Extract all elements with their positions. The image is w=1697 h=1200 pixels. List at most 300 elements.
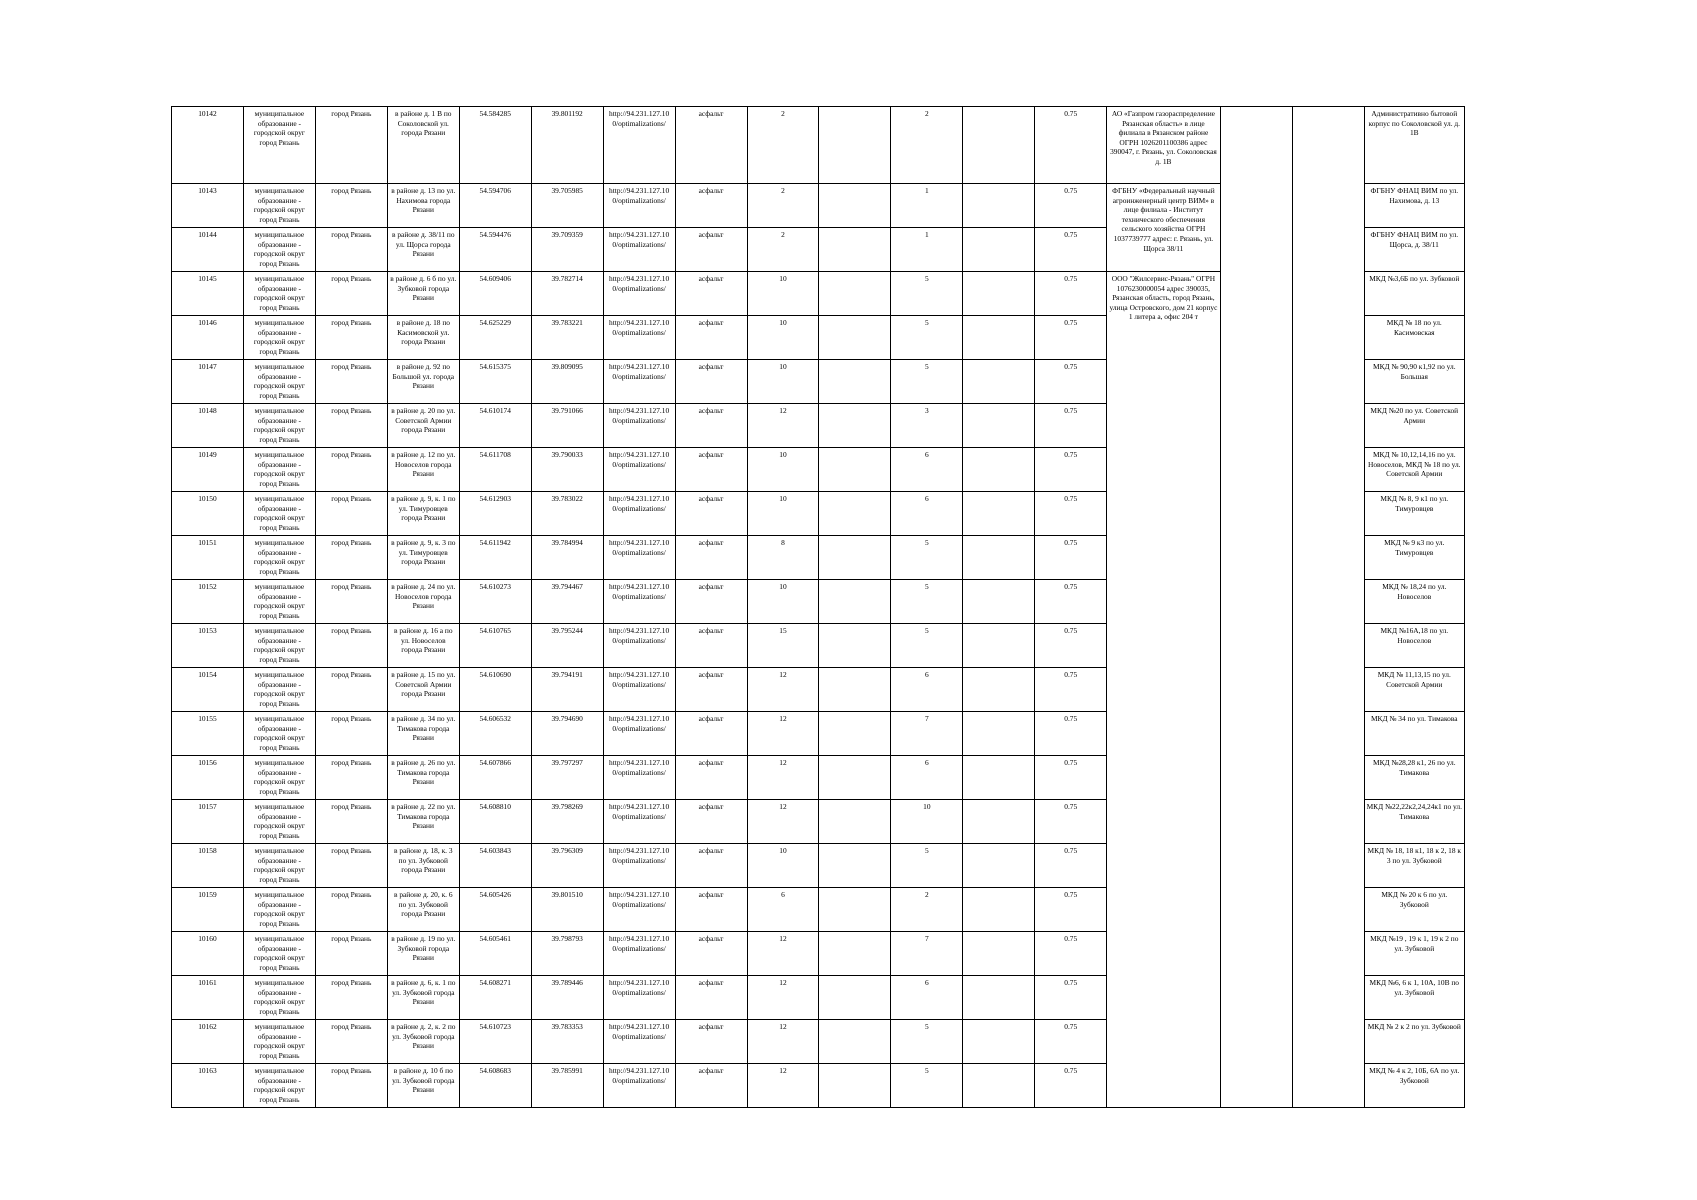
cell-container-count: 5 bbox=[891, 844, 963, 888]
cell-id: 10150 bbox=[172, 492, 244, 536]
cell-empty bbox=[963, 668, 1035, 712]
cell-empty bbox=[819, 536, 891, 580]
cell-municipality: муниципальное образование - городской округ город Рязань bbox=[243, 360, 315, 404]
cell-waste-source: МКД №19 , 19 к 1, 19 к 2 по ул. Зубковой bbox=[1364, 932, 1464, 976]
cell-empty bbox=[819, 107, 891, 184]
cell-surface: асфальт bbox=[675, 800, 747, 844]
cell-waste-source: ФГБНУ ФНАЦ ВИМ по ул. Нахимова, д. 13 bbox=[1364, 184, 1464, 228]
table-row bbox=[172, 107, 1465, 184]
cell-latitude: 54.610273 bbox=[459, 580, 531, 624]
cell-area: 10 bbox=[747, 580, 819, 624]
cell-address: в районе д. 20 по ул. Советской Армии города Рязани bbox=[387, 404, 459, 448]
cell-surface: асфальт bbox=[675, 184, 747, 228]
cell-id: 10155 bbox=[172, 712, 244, 756]
cell-longitude: 39.796309 bbox=[531, 844, 603, 888]
cell-surface: асфальт bbox=[675, 888, 747, 932]
cell-address: в районе д. 6, к. 1 по ул. Зубковой города Рязани bbox=[387, 976, 459, 1020]
cell-area: 12 bbox=[747, 668, 819, 712]
cell-city: город Рязань bbox=[315, 360, 387, 404]
cell-empty bbox=[819, 1064, 891, 1108]
cell-municipality: муниципальное образование - городской округ город Рязань bbox=[243, 107, 315, 184]
cell-city: город Рязань bbox=[315, 536, 387, 580]
cell-address: в районе д. 26 по ул. Тимакова города Рязани bbox=[387, 756, 459, 800]
cell-empty bbox=[963, 624, 1035, 668]
cell-container-count: 5 bbox=[891, 316, 963, 360]
cell-municipality: муниципальное образование - городской округ город Рязань bbox=[243, 272, 315, 316]
cell-id: 10160 bbox=[172, 932, 244, 976]
cell-longitude: 39.798793 bbox=[531, 932, 603, 976]
cell-link: http://94.231.127.10 0/optimalizations/ bbox=[603, 184, 675, 228]
cell-volume: 0.75 bbox=[1035, 272, 1107, 316]
cell-volume: 0.75 bbox=[1035, 228, 1107, 272]
cell-area: 15 bbox=[747, 624, 819, 668]
cell-empty bbox=[819, 932, 891, 976]
cell-surface: асфальт bbox=[675, 712, 747, 756]
cell-empty bbox=[963, 932, 1035, 976]
cell-surface: асфальт bbox=[675, 404, 747, 448]
cell-waste-source: МКД № 8, 9 к1 по ул. Тимуровцев bbox=[1364, 492, 1464, 536]
cell-link: http://94.231.127.10 0/optimalizations/ bbox=[603, 107, 675, 184]
cell-volume: 0.75 bbox=[1035, 624, 1107, 668]
cell-link: http://94.231.127.10 0/optimalizations/ bbox=[603, 228, 675, 272]
cell-link: http://94.231.127.10 0/optimalizations/ bbox=[603, 360, 675, 404]
cell-surface: асфальт bbox=[675, 756, 747, 800]
cell-empty bbox=[963, 184, 1035, 228]
cell-address: в районе д. 2, к. 2 по ул. Зубковой города Рязани bbox=[387, 1020, 459, 1064]
cell-id: 10144 bbox=[172, 228, 244, 272]
cell-longitude: 39.798269 bbox=[531, 800, 603, 844]
cell-longitude: 39.705985 bbox=[531, 184, 603, 228]
cell-latitude: 54.612903 bbox=[459, 492, 531, 536]
cell-volume: 0.75 bbox=[1035, 1020, 1107, 1064]
cell-id: 10157 bbox=[172, 800, 244, 844]
cell-latitude: 54.610723 bbox=[459, 1020, 531, 1064]
cell-waste-source: МКД № 4 к 2, 10Б, 6А по ул. Зубковой bbox=[1364, 1064, 1464, 1108]
cell-area: 2 bbox=[747, 184, 819, 228]
cell-id: 10163 bbox=[172, 1064, 244, 1108]
cell-latitude: 54.611942 bbox=[459, 536, 531, 580]
cell-city: город Рязань bbox=[315, 932, 387, 976]
cell-longitude: 39.784994 bbox=[531, 536, 603, 580]
cell-waste-source: МКД № 18 по ул. Касимовская bbox=[1364, 316, 1464, 360]
cell-city: город Рязань bbox=[315, 492, 387, 536]
cell-container-count: 5 bbox=[891, 272, 963, 316]
cell-latitude: 54.609406 bbox=[459, 272, 531, 316]
cell-city: город Рязань bbox=[315, 448, 387, 492]
cell-link: http://94.231.127.10 0/optimalizations/ bbox=[603, 624, 675, 668]
cell-empty bbox=[819, 492, 891, 536]
cell-municipality: муниципальное образование - городской округ город Рязань bbox=[243, 404, 315, 448]
cell-latitude: 54.605426 bbox=[459, 888, 531, 932]
cell-empty bbox=[819, 844, 891, 888]
cell-city: город Рязань bbox=[315, 668, 387, 712]
cell-volume: 0.75 bbox=[1035, 316, 1107, 360]
cell-longitude: 39.709359 bbox=[531, 228, 603, 272]
cell-latitude: 54.610690 bbox=[459, 668, 531, 712]
cell-latitude: 54.625229 bbox=[459, 316, 531, 360]
cell-link: http://94.231.127.10 0/optimalizations/ bbox=[603, 536, 675, 580]
cell-empty bbox=[963, 712, 1035, 756]
container-sites-table bbox=[171, 106, 1465, 1108]
cell-address: в районе д. 18 по Касимовской ул. города Рязани bbox=[387, 316, 459, 360]
cell-longitude: 39.794467 bbox=[531, 580, 603, 624]
cell-area: 10 bbox=[747, 844, 819, 888]
cell-container-count: 2 bbox=[891, 888, 963, 932]
cell-container-count: 6 bbox=[891, 976, 963, 1020]
cell-empty bbox=[819, 580, 891, 624]
cell-container-count: 5 bbox=[891, 536, 963, 580]
cell-volume: 0.75 bbox=[1035, 107, 1107, 184]
cell-volume: 0.75 bbox=[1035, 492, 1107, 536]
cell-empty bbox=[819, 1020, 891, 1064]
cell-municipality: муниципальное образование - городской округ город Рязань bbox=[243, 844, 315, 888]
cell-address: в районе д. 9, к. 3 по ул. Тимуровцев города Рязани bbox=[387, 536, 459, 580]
cell-link: http://94.231.127.10 0/optimalizations/ bbox=[603, 712, 675, 756]
cell-municipality: муниципальное образование - городской округ город Рязань bbox=[243, 756, 315, 800]
cell-waste-source: МКД № 18, 18 к1, 18 к 2, 18 к 3 по ул. Зубковой bbox=[1364, 844, 1464, 888]
cell-surface: асфальт bbox=[675, 844, 747, 888]
cell-volume: 0.75 bbox=[1035, 360, 1107, 404]
cell-latitude: 54.594476 bbox=[459, 228, 531, 272]
cell-city: город Рязань bbox=[315, 272, 387, 316]
cell-area: 6 bbox=[747, 888, 819, 932]
cell-empty bbox=[819, 756, 891, 800]
cell-longitude: 39.790033 bbox=[531, 448, 603, 492]
cell-address: в районе д. 18, к. 3 по ул. Зубковой города Рязани bbox=[387, 844, 459, 888]
cell-longitude: 39.794690 bbox=[531, 712, 603, 756]
cell-municipality: муниципальное образование - городской округ город Рязань bbox=[243, 624, 315, 668]
cell-volume: 0.75 bbox=[1035, 404, 1107, 448]
cell-latitude: 54.584285 bbox=[459, 107, 531, 184]
cell-waste-source: МКД №20 по ул. Советской Армии bbox=[1364, 404, 1464, 448]
cell-longitude: 39.783221 bbox=[531, 316, 603, 360]
cell-city: город Рязань bbox=[315, 888, 387, 932]
cell-city: город Рязань bbox=[315, 800, 387, 844]
cell-longitude: 39.801192 bbox=[531, 107, 603, 184]
cell-latitude: 54.615375 bbox=[459, 360, 531, 404]
cell-area: 10 bbox=[747, 272, 819, 316]
cell-area: 12 bbox=[747, 404, 819, 448]
cell-municipality: муниципальное образование - городской округ город Рязань bbox=[243, 580, 315, 624]
cell-empty bbox=[963, 107, 1035, 184]
cell-container-count: 10 bbox=[891, 800, 963, 844]
cell-id: 10161 bbox=[172, 976, 244, 1020]
cell-container-count: 6 bbox=[891, 492, 963, 536]
cell-id: 10158 bbox=[172, 844, 244, 888]
cell-link: http://94.231.127.10 0/optimalizations/ bbox=[603, 448, 675, 492]
cell-address: в районе д. 10 б по ул. Зубковой города Рязани bbox=[387, 1064, 459, 1108]
cell-area: 12 bbox=[747, 932, 819, 976]
cell-empty bbox=[963, 976, 1035, 1020]
cell-container-count: 6 bbox=[891, 756, 963, 800]
cell-surface: асфальт bbox=[675, 624, 747, 668]
cell-link: http://94.231.127.10 0/optimalizations/ bbox=[603, 1020, 675, 1064]
cell-longitude: 39.791066 bbox=[531, 404, 603, 448]
cell-waste-source: МКД №16А,18 по ул. Новоселов bbox=[1364, 624, 1464, 668]
cell-link: http://94.231.127.10 0/optimalizations/ bbox=[603, 844, 675, 888]
cell-surface: асфальт bbox=[675, 580, 747, 624]
cell-area: 2 bbox=[747, 228, 819, 272]
cell-surface: асфальт bbox=[675, 668, 747, 712]
cell-surface: асфальт bbox=[675, 316, 747, 360]
cell-area: 10 bbox=[747, 492, 819, 536]
cell-container-count: 7 bbox=[891, 712, 963, 756]
cell-id: 10149 bbox=[172, 448, 244, 492]
cell-city: город Рязань bbox=[315, 1020, 387, 1064]
cell-longitude: 39.783353 bbox=[531, 1020, 603, 1064]
cell-address: в районе д. 19 по ул. Зубковой города Рязани bbox=[387, 932, 459, 976]
cell-city: город Рязань bbox=[315, 712, 387, 756]
cell-link: http://94.231.127.10 0/optimalizations/ bbox=[603, 976, 675, 1020]
cell-municipality: муниципальное образование - городской округ город Рязань bbox=[243, 976, 315, 1020]
cell-city: город Рязань bbox=[315, 1064, 387, 1108]
cell-empty bbox=[963, 492, 1035, 536]
cell-link: http://94.231.127.10 0/optimalizations/ bbox=[603, 668, 675, 712]
cell-owner: ООО "Жилсервис-Рязань" ОГРН 1076230000054 адрес 390035, Рязанская область, город Рязань, улица Островского, дом 21 корпус 1 литера а, офис 204 т bbox=[1107, 272, 1220, 1108]
cell-id: 10143 bbox=[172, 184, 244, 228]
cell-surface: асфальт bbox=[675, 492, 747, 536]
cell-empty bbox=[963, 844, 1035, 888]
cell-link: http://94.231.127.10 0/optimalizations/ bbox=[603, 316, 675, 360]
cell-link: http://94.231.127.10 0/optimalizations/ bbox=[603, 1064, 675, 1108]
cell-link: http://94.231.127.10 0/optimalizations/ bbox=[603, 272, 675, 316]
cell-empty bbox=[819, 316, 891, 360]
cell-container-count: 5 bbox=[891, 580, 963, 624]
cell-municipality: муниципальное образование - городской округ город Рязань bbox=[243, 932, 315, 976]
cell-empty bbox=[819, 448, 891, 492]
cell-waste-source: МКД №28,28 к1, 26 по ул. Тимакова bbox=[1364, 756, 1464, 800]
cell-empty bbox=[819, 228, 891, 272]
cell-empty bbox=[819, 668, 891, 712]
cell-waste-source: ФГБНУ ФНАЦ ВИМ по ул. Щорса, д. 38/11 bbox=[1364, 228, 1464, 272]
cell-link: http://94.231.127.10 0/optimalizations/ bbox=[603, 580, 675, 624]
cell-link: http://94.231.127.10 0/optimalizations/ bbox=[603, 932, 675, 976]
cell-id: 10162 bbox=[172, 1020, 244, 1064]
cell-municipality: муниципальное образование - городской округ город Рязань bbox=[243, 184, 315, 228]
cell-area: 12 bbox=[747, 756, 819, 800]
cell-surface: асфальт bbox=[675, 228, 747, 272]
cell-city: город Рязань bbox=[315, 316, 387, 360]
cell-waste-source: МКД №6, 6 к 1, 10А, 10В по ул. Зубковой bbox=[1364, 976, 1464, 1020]
cell-volume: 0.75 bbox=[1035, 184, 1107, 228]
cell-empty bbox=[819, 184, 891, 228]
cell-volume: 0.75 bbox=[1035, 932, 1107, 976]
cell-surface: асфальт bbox=[675, 1064, 747, 1108]
cell-surface: асфальт bbox=[675, 536, 747, 580]
cell-empty bbox=[963, 228, 1035, 272]
cell-volume: 0.75 bbox=[1035, 756, 1107, 800]
cell-surface: асфальт bbox=[675, 976, 747, 1020]
cell-container-count: 5 bbox=[891, 624, 963, 668]
cell-empty bbox=[819, 272, 891, 316]
cell-volume: 0.75 bbox=[1035, 536, 1107, 580]
cell-longitude: 39.794191 bbox=[531, 668, 603, 712]
cell-waste-source: МКД №3,6Б по ул. Зубковой bbox=[1364, 272, 1464, 316]
cell-area: 12 bbox=[747, 1064, 819, 1108]
cell-address: в районе д. 16 а по ул. Новоселов города Рязани bbox=[387, 624, 459, 668]
cell-id: 10153 bbox=[172, 624, 244, 668]
cell-container-count: 5 bbox=[891, 1020, 963, 1064]
cell-id: 10148 bbox=[172, 404, 244, 448]
cell-empty bbox=[963, 316, 1035, 360]
cell-municipality: муниципальное образование - городской округ город Рязань bbox=[243, 712, 315, 756]
cell-municipality: муниципальное образование - городской округ город Рязань bbox=[243, 448, 315, 492]
cell-waste-source: Административно бытовой корпус по Соколовской ул. д. 1В bbox=[1364, 107, 1464, 184]
cell-latitude: 54.607866 bbox=[459, 756, 531, 800]
cell-municipality: муниципальное образование - городской округ город Рязань bbox=[243, 668, 315, 712]
cell-address: в районе д. 92 по Большой ул. города Рязани bbox=[387, 360, 459, 404]
cell-owner: АО «Газпром газораспределение Рязанская область» в лице филиала в Рязанском районе ОГРН 1026201100386 адрес 390047, г. Рязань, ул. Соколовская д. 1В bbox=[1107, 107, 1220, 184]
cell-empty bbox=[963, 800, 1035, 844]
cell-volume: 0.75 bbox=[1035, 976, 1107, 1020]
cell-latitude: 54.594706 bbox=[459, 184, 531, 228]
cell-city: город Рязань bbox=[315, 756, 387, 800]
cell-city: город Рязань bbox=[315, 404, 387, 448]
cell-container-count: 5 bbox=[891, 360, 963, 404]
cell-volume: 0.75 bbox=[1035, 580, 1107, 624]
cell-latitude: 54.606532 bbox=[459, 712, 531, 756]
cell-volume: 0.75 bbox=[1035, 1064, 1107, 1108]
cell-area: 8 bbox=[747, 536, 819, 580]
cell-municipality: муниципальное образование - городской округ город Рязань bbox=[243, 1064, 315, 1108]
cell-surface: асфальт bbox=[675, 932, 747, 976]
cell-link: http://94.231.127.10 0/optimalizations/ bbox=[603, 756, 675, 800]
cell-city: город Рязань bbox=[315, 624, 387, 668]
cell-latitude: 54.608683 bbox=[459, 1064, 531, 1108]
cell-area: 12 bbox=[747, 1020, 819, 1064]
cell-container-count: 3 bbox=[891, 404, 963, 448]
cell-id: 10151 bbox=[172, 536, 244, 580]
cell-waste-source: МКД № 18,24 по ул. Новоселов bbox=[1364, 580, 1464, 624]
cell-municipality: муниципальное образование - городской округ город Рязань bbox=[243, 316, 315, 360]
cell-id: 10156 bbox=[172, 756, 244, 800]
cell-municipality: муниципальное образование - городской округ город Рязань bbox=[243, 228, 315, 272]
cell-surface: асфальт bbox=[675, 448, 747, 492]
cell-latitude: 54.610174 bbox=[459, 404, 531, 448]
cell-address: в районе д. 6 б по ул. Зубковой города Рязани bbox=[387, 272, 459, 316]
cell-empty bbox=[963, 404, 1035, 448]
cell-volume: 0.75 bbox=[1035, 844, 1107, 888]
cell-municipality: муниципальное образование - городской округ город Рязань bbox=[243, 536, 315, 580]
cell-empty bbox=[819, 800, 891, 844]
cell-empty bbox=[819, 624, 891, 668]
cell-address: в районе д. 15 по ул. Советской Армии города Рязани bbox=[387, 668, 459, 712]
cell-container-count: 2 bbox=[891, 107, 963, 184]
cell-empty bbox=[963, 580, 1035, 624]
cell-area: 10 bbox=[747, 360, 819, 404]
cell-latitude: 54.611708 bbox=[459, 448, 531, 492]
cell-owner: ФГБНУ «Федеральный научный агроинженерный центр ВИМ» в лице филиала - Институт технического обеспечения сельского хозяйства ОГРН 1037739777 адрес: г. Рязань, ул. Щорса 38/11 bbox=[1107, 184, 1220, 272]
cell-waste-source: МКД № 9 к3 по ул. Тимуровцев bbox=[1364, 536, 1464, 580]
cell-municipality: муниципальное образование - городской округ город Рязань bbox=[243, 492, 315, 536]
cell-empty bbox=[963, 536, 1035, 580]
cell-longitude: 39.782714 bbox=[531, 272, 603, 316]
cell-waste-source: МКД № 90,90 к1,92 по ул. Большая bbox=[1364, 360, 1464, 404]
cell-address: в районе д. 9, к. 1 по ул. Тимуровцев города Рязани bbox=[387, 492, 459, 536]
cell-volume: 0.75 bbox=[1035, 668, 1107, 712]
cell-empty bbox=[963, 756, 1035, 800]
cell-municipality: муниципальное образование - городской округ город Рязань bbox=[243, 800, 315, 844]
cell-area: 2 bbox=[747, 107, 819, 184]
cell-area: 12 bbox=[747, 976, 819, 1020]
cell-id: 10147 bbox=[172, 360, 244, 404]
cell-city: город Рязань bbox=[315, 844, 387, 888]
cell-empty bbox=[819, 712, 891, 756]
cell-waste-source: МКД №22,22к2,24,24к1 по ул. Тимакова bbox=[1364, 800, 1464, 844]
cell-container-count: 6 bbox=[891, 448, 963, 492]
cell-id: 10154 bbox=[172, 668, 244, 712]
cell-waste-source: МКД № 11,13,15 по ул. Советской Армии bbox=[1364, 668, 1464, 712]
cell-latitude: 54.608271 bbox=[459, 976, 531, 1020]
cell-link: http://94.231.127.10 0/optimalizations/ bbox=[603, 800, 675, 844]
cell-surface: асфальт bbox=[675, 107, 747, 184]
cell-empty bbox=[963, 448, 1035, 492]
cell-empty bbox=[819, 888, 891, 932]
cell-volume: 0.75 bbox=[1035, 448, 1107, 492]
cell-waste-source: МКД № 2 к 2 по ул. Зубковой bbox=[1364, 1020, 1464, 1064]
cell-empty bbox=[1292, 107, 1364, 1108]
cell-empty bbox=[963, 888, 1035, 932]
cell-empty bbox=[963, 1020, 1035, 1064]
cell-address: в районе д. 13 по ул. Нахимова города Рязани bbox=[387, 184, 459, 228]
cell-id: 10142 bbox=[172, 107, 244, 184]
cell-latitude: 54.603843 bbox=[459, 844, 531, 888]
cell-address: в районе д. 12 по ул. Новоселов города Рязани bbox=[387, 448, 459, 492]
cell-area: 12 bbox=[747, 800, 819, 844]
cell-city: город Рязань bbox=[315, 184, 387, 228]
cell-surface: асфальт bbox=[675, 360, 747, 404]
cell-waste-source: МКД № 20 к 6 по ул. Зубковой bbox=[1364, 888, 1464, 932]
cell-id: 10159 bbox=[172, 888, 244, 932]
cell-address: в районе д. 34 по ул. Тимакова города Рязани bbox=[387, 712, 459, 756]
cell-address: в районе д. 22 по ул. Тимакова города Рязани bbox=[387, 800, 459, 844]
cell-container-count: 7 bbox=[891, 932, 963, 976]
cell-waste-source: МКД № 34 по ул. Тимакова bbox=[1364, 712, 1464, 756]
cell-empty bbox=[963, 272, 1035, 316]
cell-empty bbox=[819, 360, 891, 404]
cell-empty bbox=[963, 360, 1035, 404]
cell-waste-source: МКД № 10,12,14,16 по ул. Новоселов, МКД № 18 по ул. Советской Армии bbox=[1364, 448, 1464, 492]
cell-id: 10145 bbox=[172, 272, 244, 316]
cell-link: http://94.231.127.10 0/optimalizations/ bbox=[603, 404, 675, 448]
cell-latitude: 54.610765 bbox=[459, 624, 531, 668]
cell-empty bbox=[1220, 107, 1292, 1108]
cell-address: в районе д. 24 по ул. Новоселов города Рязани bbox=[387, 580, 459, 624]
cell-city: город Рязань bbox=[315, 976, 387, 1020]
cell-city: город Рязань bbox=[315, 580, 387, 624]
cell-area: 10 bbox=[747, 448, 819, 492]
cell-container-count: 1 bbox=[891, 228, 963, 272]
cell-volume: 0.75 bbox=[1035, 712, 1107, 756]
table-body bbox=[172, 107, 1465, 1108]
cell-latitude: 54.608810 bbox=[459, 800, 531, 844]
cell-address: в районе д. 38/11 по ул. Щорса города Рязани bbox=[387, 228, 459, 272]
cell-longitude: 39.797297 bbox=[531, 756, 603, 800]
cell-volume: 0.75 bbox=[1035, 800, 1107, 844]
cell-empty bbox=[819, 404, 891, 448]
cell-surface: асфальт bbox=[675, 272, 747, 316]
cell-area: 12 bbox=[747, 712, 819, 756]
cell-id: 10152 bbox=[172, 580, 244, 624]
cell-surface: асфальт bbox=[675, 1020, 747, 1064]
cell-address: в районе д. 1 В по Соколовской ул. города Рязани bbox=[387, 107, 459, 184]
cell-empty bbox=[819, 976, 891, 1020]
cell-longitude: 39.801510 bbox=[531, 888, 603, 932]
cell-area: 10 bbox=[747, 316, 819, 360]
cell-city: город Рязань bbox=[315, 228, 387, 272]
cell-latitude: 54.605461 bbox=[459, 932, 531, 976]
cell-municipality: муниципальное образование - городской округ город Рязань bbox=[243, 888, 315, 932]
